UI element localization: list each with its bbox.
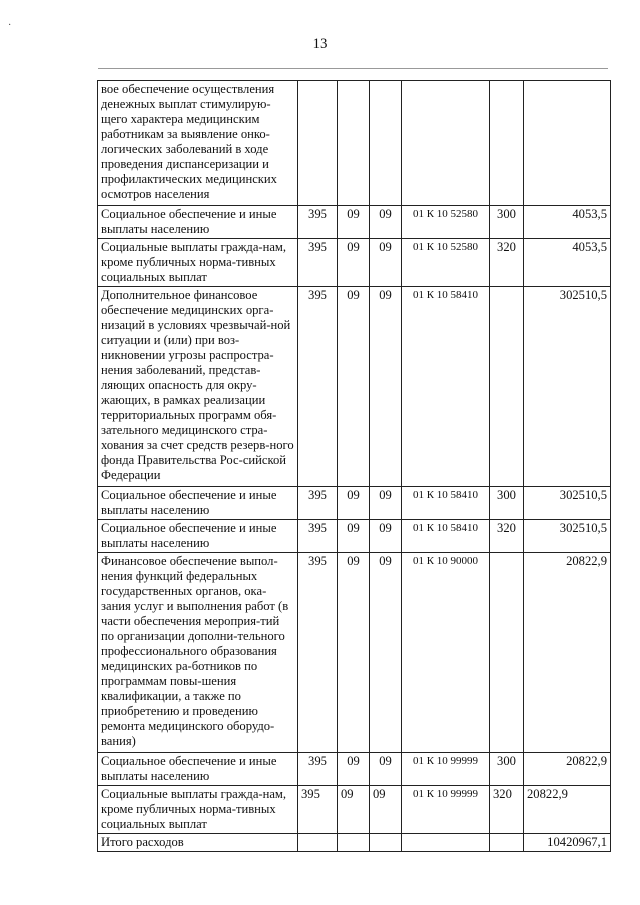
table-row xyxy=(98,239,611,287)
row-expense-type: 300 xyxy=(490,753,524,786)
row-target-article: 01 К 10 90000 xyxy=(402,553,490,753)
row-expense-type xyxy=(490,553,524,753)
table-row xyxy=(98,553,611,753)
row-admin-code: 395 xyxy=(298,239,338,287)
row-expense-type xyxy=(490,287,524,487)
row-expense-type: 320 xyxy=(490,520,524,553)
table-row xyxy=(98,487,611,520)
row-amount: 4053,5 xyxy=(524,206,611,239)
row-target-article: 01 К 10 58410 xyxy=(402,487,490,520)
row-admin-code: 395 xyxy=(298,287,338,487)
row-name: Социальное обеспечение и иные выплаты населению xyxy=(98,520,298,553)
row-name: Социальные выплаты гражда-нам, кроме публичных норма-тивных социальных выплат xyxy=(98,239,298,287)
row-subsection: 09 xyxy=(370,786,402,834)
row-subsection: 09 xyxy=(370,520,402,553)
row-target-article: 01 К 10 52580 xyxy=(402,239,490,287)
row-amount: 4053,5 xyxy=(524,239,611,287)
row-section: 09 xyxy=(338,553,370,753)
row-expense-type: 320 xyxy=(490,786,524,834)
row-name: Социальное обеспечение и иные выплаты населению xyxy=(98,487,298,520)
table-row xyxy=(98,520,611,553)
row-target-article: 01 К 10 58410 xyxy=(402,287,490,487)
scan-speck: · xyxy=(8,20,12,31)
row-expense-type xyxy=(490,81,524,206)
row-admin-code: 395 xyxy=(298,786,338,834)
row-expense-type: 300 xyxy=(490,487,524,520)
table-row xyxy=(98,206,611,239)
table-row xyxy=(98,753,611,786)
row-section: 09 xyxy=(338,206,370,239)
row-subsection: 09 xyxy=(370,753,402,786)
row-amount: 20822,9 xyxy=(524,786,611,834)
budget-table xyxy=(97,80,611,852)
row-section: 09 xyxy=(338,753,370,786)
row-section: 09 xyxy=(338,239,370,287)
row-amount: 302510,5 xyxy=(524,520,611,553)
row-admin-code xyxy=(298,81,338,206)
total-label: Итого расходов xyxy=(98,834,298,852)
row-section xyxy=(338,81,370,206)
row-expense-type: 300 xyxy=(490,206,524,239)
row-amount: 20822,9 xyxy=(524,553,611,753)
row-subsection: 09 xyxy=(370,206,402,239)
row-name: вое обеспечение осуществления денежных выплат стимулирую-щего характера медицинским работникам за выявление онко-логических заболеваний в ходе проведения диспансеризации и профилактических медицинских осмотров населения xyxy=(98,81,298,206)
table-row xyxy=(98,81,611,206)
row-name: Социальное обеспечение и иные выплаты населению xyxy=(98,206,298,239)
row-amount: 20822,9 xyxy=(524,753,611,786)
row-admin-code: 395 xyxy=(298,487,338,520)
row-target-article: 01 К 10 52580 xyxy=(402,206,490,239)
row-name: Социальные выплаты гражда-нам, кроме публичных норма-тивных социальных выплат xyxy=(98,786,298,834)
table-row xyxy=(98,786,611,834)
row-section: 09 xyxy=(338,487,370,520)
table-row xyxy=(98,287,611,487)
row-expense-type: 320 xyxy=(490,239,524,287)
row-subsection: 09 xyxy=(370,553,402,753)
total-amount: 10420967,1 xyxy=(524,834,611,852)
row-amount xyxy=(524,81,611,206)
row-section: 09 xyxy=(338,287,370,487)
row-subsection xyxy=(370,81,402,206)
row-amount: 302510,5 xyxy=(524,287,611,487)
row-admin-code: 395 xyxy=(298,206,338,239)
row-name: Финансовое обеспечение выпол-нения функций федеральных государственных органов, ока-зания услуг и выполнения работ (в части обеспечения мероприя-тий по организации дополни-тельного профессионального образования медицинских ра-ботников по программам повы-шения квалификации, а также по приобретению и проведению ремонта медицинского оборудо-вания) xyxy=(98,553,298,753)
row-admin-code: 395 xyxy=(298,553,338,753)
row-subsection: 09 xyxy=(370,487,402,520)
row-target-article: 01 К 10 99999 xyxy=(402,753,490,786)
top-rule xyxy=(98,68,608,69)
row-name: Дополнительное финансовое обеспечение медицинских орга-низаций в условиях чрезвычай-ной ситуации и (или) при воз-никновении угрозы распростра-нения заболеваний, представ-ляющих опасность для окру-жающих, в рамках реализации территориальных программ обя-зательного медицинского стра-хования за счет средств резерв-ного фонда Правительства Рос-сийской Федерации xyxy=(98,287,298,487)
page-number: 13 xyxy=(312,36,328,52)
row-name: Социальное обеспечение и иные выплаты населению xyxy=(98,753,298,786)
row-subsection: 09 xyxy=(370,239,402,287)
row-target-article: 01 К 10 99999 xyxy=(402,786,490,834)
total-row xyxy=(98,834,611,852)
row-admin-code: 395 xyxy=(298,753,338,786)
row-target-article: 01 К 10 58410 xyxy=(402,520,490,553)
row-amount: 302510,5 xyxy=(524,487,611,520)
row-admin-code: 395 xyxy=(298,520,338,553)
row-section: 09 xyxy=(338,786,370,834)
row-subsection: 09 xyxy=(370,287,402,487)
row-section: 09 xyxy=(338,520,370,553)
row-target-article xyxy=(402,81,490,206)
